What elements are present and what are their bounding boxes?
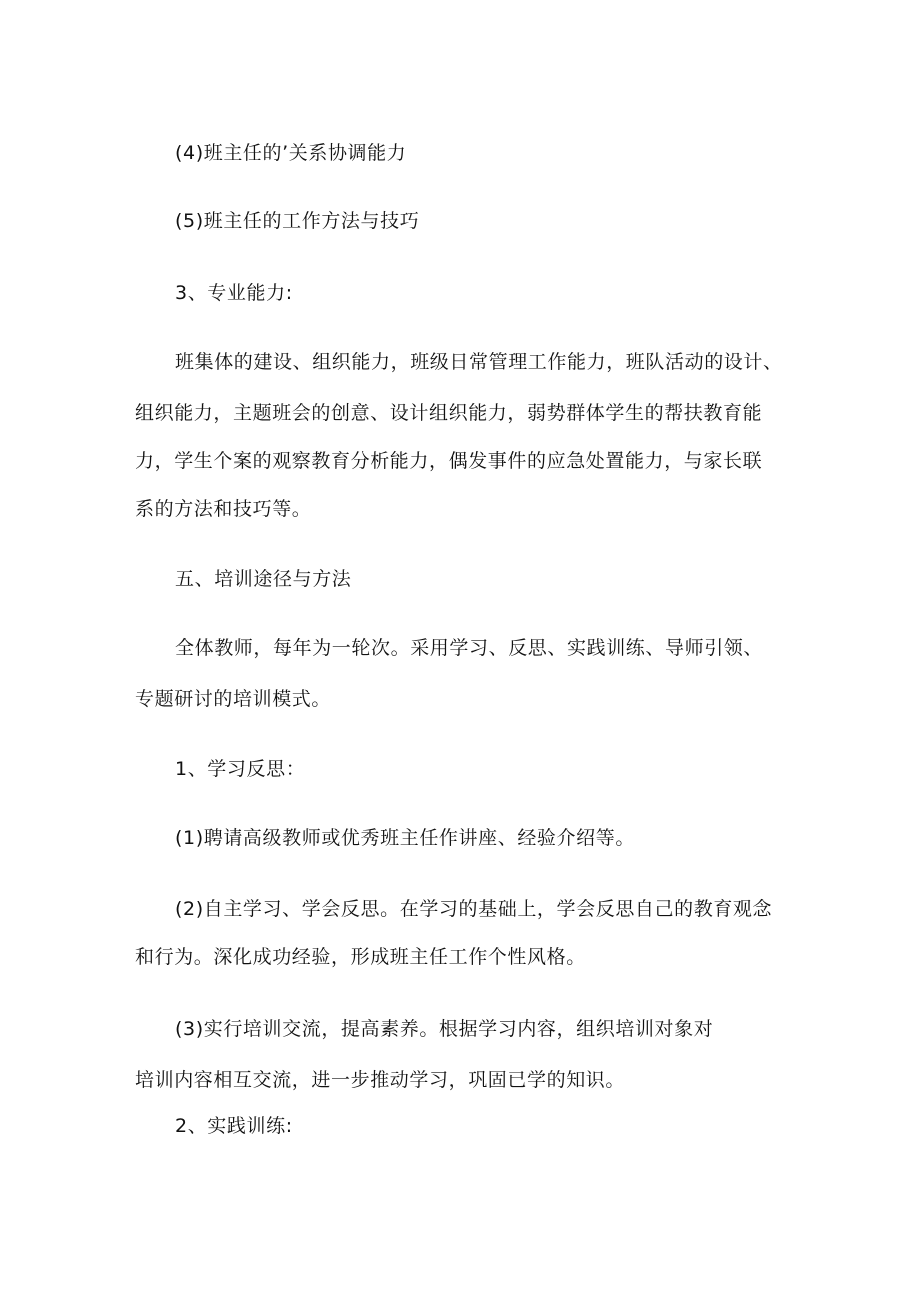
paragraph-line: 力，学生个案的观察教育分析能力，偶发事件的应急处置能力，与家长联: [135, 450, 763, 472]
paragraph-line: 和行为。深化成功经验，形成班主任工作个性风格。: [135, 946, 586, 968]
paragraph-line: 专题研讨的培训模式。: [135, 688, 332, 710]
item-2-self-study: (2)自主学习、学会反思。在学习的基础上，学会反思自己的教育观念: [175, 898, 773, 920]
section-heading-training-methods: 五、培训途径与方法: [175, 568, 352, 590]
item-4-relationship-coordination: (4)班主任的’关系协调能力: [175, 142, 407, 164]
paragraph-line: 班集体的建设、组织能力，班级日常管理工作能力，班队活动的设计、: [175, 351, 783, 373]
item-5-work-methods: (5)班主任的工作方法与技巧: [175, 210, 420, 232]
heading-study-reflection: 1、学习反思：: [175, 758, 306, 780]
heading-professional-ability: 3、专业能力:: [175, 282, 293, 304]
paragraph-line: 系的方法和技巧等。: [135, 498, 312, 520]
item-3-exchange: (3)实行培训交流，提高素养。根据学习内容，组织培训对象对: [175, 1018, 714, 1040]
paragraph-line: 培训内容相互交流，进一步推动学习，巩固已学的知识。: [135, 1069, 626, 1091]
paragraph-line: 组织能力，主题班会的创意、设计组织能力，弱势群体学生的帮扶教育能: [135, 402, 763, 424]
item-1-lectures: (1)聘请高级教师或优秀班主任作讲座、经验介绍等。: [175, 827, 635, 849]
paragraph-line: 全体教师，每年为一轮次。采用学习、反思、实践训练、导师引领、: [175, 637, 764, 659]
heading-practice-training: 2、实践训练:: [175, 1115, 293, 1137]
